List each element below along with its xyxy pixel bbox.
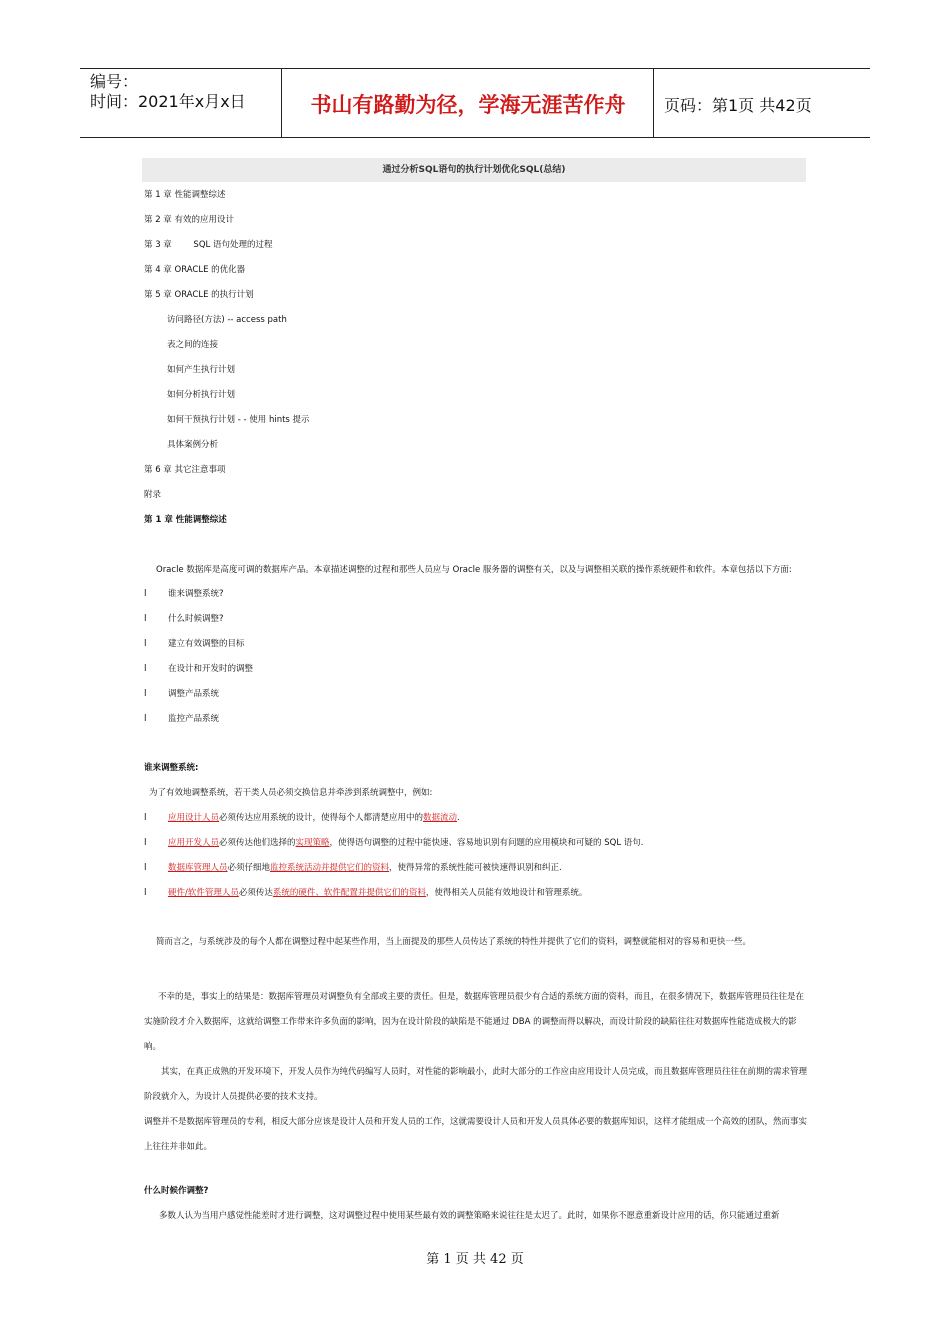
role-link[interactable]: 数据库管理人员 [168,863,228,873]
toc-item: 第 1 章 性能调整综述 [144,190,226,200]
bullet-icon: l [144,714,147,724]
section-intro: 为了有效地调整系统，若干类人员必须交换信息并牵涉到系统调整中，例如: [149,788,433,798]
number-label: 编号： [90,72,139,91]
paragraph: 其实，在真正成熟的开发环境下，开发人员作为纯代码编写人员时，对性能的影响最小，此时大部分的工作应由应用设计人员完成，而且数据库管理员往往在前期的需求管理阶段就介入，为设计人员提供必要的技术支持。 [144,1067,808,1102]
toc-subitem: 如何产生执行计划 [167,365,236,375]
intro-paragraph: Oracle 数据库是高度可调的数据库产品。本章描述调整的过程和那些人员应与 Oracle 服务器的调整有关，以及与调整相关联的操作系统硬件和软件。本章包括以下方面: [156,565,792,575]
bullet-icon: l [144,664,147,674]
paragraph: 调整并不是数据库管理员的专利，相反大部分应该是设计人员和开发人员的工作，这就需要设计人员和开发人员具体必要的数据库知识，这样才能组成一个高效的团队，然而事实上往往并非如此。 [144,1117,808,1152]
topic-link[interactable]: 数据流动 [423,813,458,823]
toc-item: 第 4 章 ORACLE 的优化器 [144,265,246,275]
list-item: 建立有效调整的目标 [168,639,245,649]
page-header [80,68,870,138]
chapter-heading: 第 1 章 性能调整综述 [144,515,227,525]
page-info: 页码：第1页 共42页 [664,96,812,115]
list-item: 什么时候调整? [168,614,224,624]
page-footer: 第 1 页 共 42 页 [426,1252,524,1267]
bullet-icon: l [144,614,147,624]
header-motto: 书山有路勤为径，学海无涯苦作舟 [310,92,626,117]
role-link[interactable]: 应用设计人员 [168,813,220,823]
toc-item: 第 5 章 ORACLE 的执行计划 [144,290,254,300]
bullet-icon: l [144,689,147,699]
topic-link[interactable]: 监控系统活动并提供它们的资料 [270,863,390,873]
list-item: 在设计和开发时的调整 [168,664,254,674]
section-heading: 什么时候作调整? [144,1186,209,1196]
header-meta [90,72,246,112]
toc-item: 附录 [144,490,162,500]
bullet-icon: l [144,589,147,599]
bullet-icon: l [144,888,147,898]
list-item: 调整产品系统 [168,689,220,699]
bullet-icon: l [144,639,147,649]
toc-item: 第 3 章 SQL 语句处理的过程 [144,240,273,250]
document-title: 通过分析SQL语句的执行计划优化SQL(总结) [142,158,806,182]
toc-subitem: 表之间的连接 [167,340,219,350]
role-link[interactable]: 应用开发人员 [168,838,220,848]
list-item: 应用设计人员必须传达应用系统的设计，使得每个人都清楚应用中的数据流动. [168,813,460,823]
toc-subitem: 具体案例分析 [167,440,219,450]
paragraph: 不幸的是，事实上的结果是：数据库管理员对调整负有全部或主要的责任。但是，数据库管理员很少有合适的系统方面的资料，而且，在很多情况下，数据库管理员往往是在实施阶段才介入数据库，这就给调整工作带来许多负面的影响，因为在设计阶段的缺陷是不能通过 DBA 的调整而得以解决，而设计阶段的缺陷往往对数据库性能造成极大的影响。 [144,992,805,1052]
list-item: 监控产品系统 [168,714,220,724]
paragraph: 多数人认为当用户感觉性能差时才进行调整，这对调整过程中使用某些最有效的调整策略来说往往是太迟了。此时，如果你不愿意重新设计应用的话，你只能通过重新 [159,1211,780,1221]
toc-subitem: 如何分析执行计划 [167,390,236,400]
list-item: 谁来调整系统? [168,589,224,599]
list-item: 应用开发人员必须传达他们选择的实现策略，使得语句调整的过程中能快速、容易地识别有问题的应用模块和可疑的 SQL 语句. [168,838,644,848]
topic-link[interactable]: 实现策略 [295,838,330,848]
toc-subitem: 访问路径(方法) -- access path [167,315,287,325]
bullet-icon: l [144,838,147,848]
toc-item: 第 2 章 有效的应用设计 [144,215,235,225]
summary-paragraph: 简而言之，与系统涉及的每个人都在调整过程中起某些作用，当上面提及的那些人员传达了系统的特性并提供了它们的资料，调整就能相对的容易和更快一些。 [156,937,752,947]
bullet-icon: l [144,863,147,873]
list-item: 硬件/软件管理人员必须传达系统的硬件、软件配置并提供它们的资料，使得相关人员能有效地设计和管理系统。 [168,888,588,898]
topic-link[interactable]: 系统的硬件、软件配置并提供它们的资料 [272,888,426,898]
role-link[interactable]: 硬件/软件管理人员 [168,888,239,898]
toc-item: 第 6 章 其它注意事项 [144,465,226,475]
section-heading: 谁来调整系统: [144,763,199,773]
bullet-icon: l [144,813,147,823]
toc-subitem: 如何干预执行计划 - - 使用 hints 提示 [167,415,310,425]
list-item: 数据库管理人员必须仔细地监控系统活动并提供它们的资料，使得异常的系统性能可被快速得识别和纠正. [168,863,562,873]
time-label: 时间：2021年x月x日 [90,92,246,111]
